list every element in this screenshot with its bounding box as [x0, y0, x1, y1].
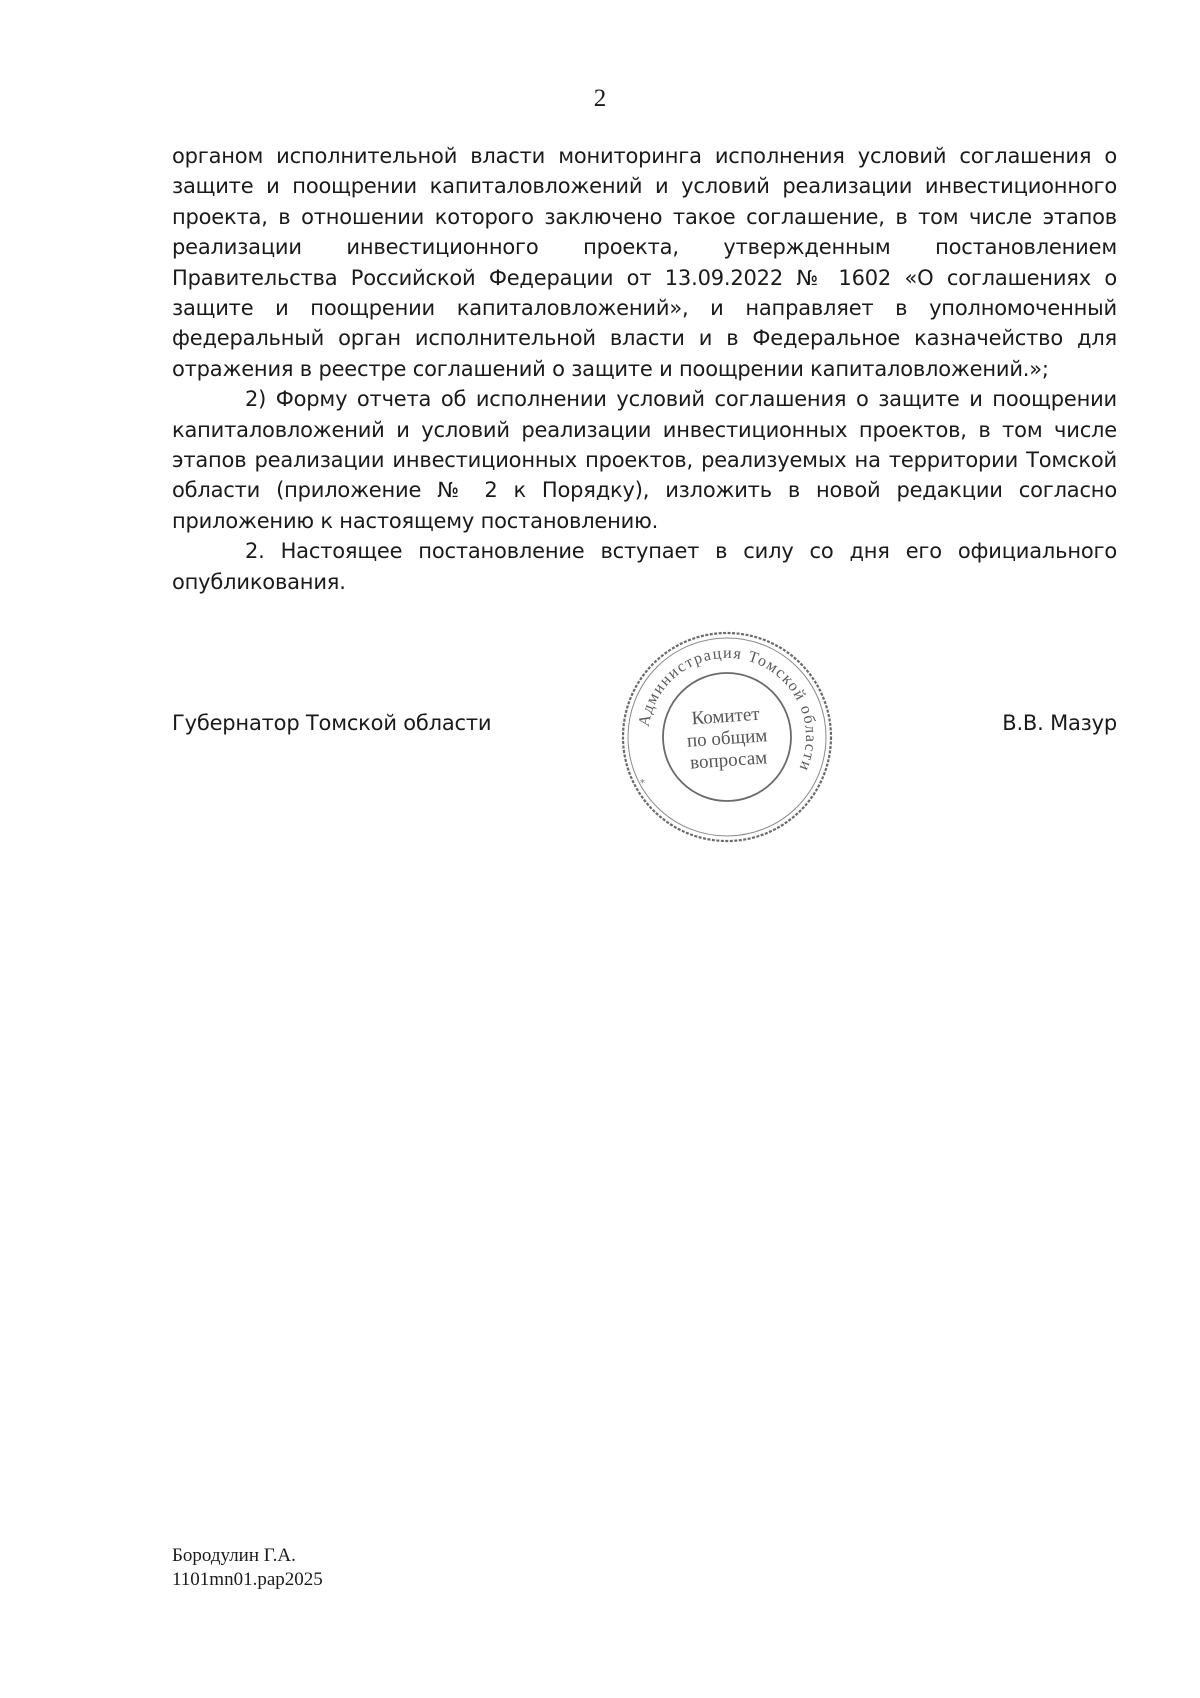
file-code: 1101mn01.pap2025	[172, 1569, 323, 1590]
signatory-name: В.В. Мазур	[1002, 711, 1117, 735]
paragraph-continuation: органом исполнительной власти мониторинга исполнения условий соглашения о защите и поощрении капиталовложений и условий реализации инвестиционного проекта, в отношении которого заключено такое соглашение, в том числе этапов реализации инвестиционного проекта, утвержденным постановлением Правительства Российской Федерации от 13.09.2022 № 1602 «О соглашениях о защите и поощрении капиталовложений», и направляет в уполномоченный федеральный орган исполнительной власти и в Федеральное казначейство для отражения в реестре соглашений о защите и поощрении капиталовложений.»;	[172, 144, 1117, 381]
svg-text:вопросам: вопросам	[689, 747, 768, 774]
paragraph-item-2: 2) Форму отчета об исполнении условий соглашения о защите и поощрении капиталовложений и условий реализации инвестиционных проектов, в том числе этапов реализации инвестиционных проектов, реализуемых на территории Томской области (приложение № 2 к Порядку), изложить в новой редакции согласно приложению к настоящему постановлению.	[172, 387, 1117, 533]
page-number: 2	[593, 85, 607, 112]
svg-text:Комитет: Комитет	[690, 703, 761, 730]
signatory-position: Губернатор Томской области	[172, 711, 492, 735]
executor-name: Бородулин Г.А.	[172, 1545, 296, 1566]
svg-text:по общим: по общим	[686, 725, 768, 752]
official-seal	[616, 626, 838, 848]
svg-text:*: *	[640, 778, 645, 789]
paragraph-clause-2: 2. Настоящее постановление вступает в силу со дня его официального опубликования.	[172, 539, 1117, 594]
seal-stamp-image	[616, 626, 838, 848]
document-body	[172, 141, 1117, 597]
footer	[172, 1544, 323, 1592]
svg-text:Администрация Томской области: Администрация Томской области	[635, 644, 820, 775]
